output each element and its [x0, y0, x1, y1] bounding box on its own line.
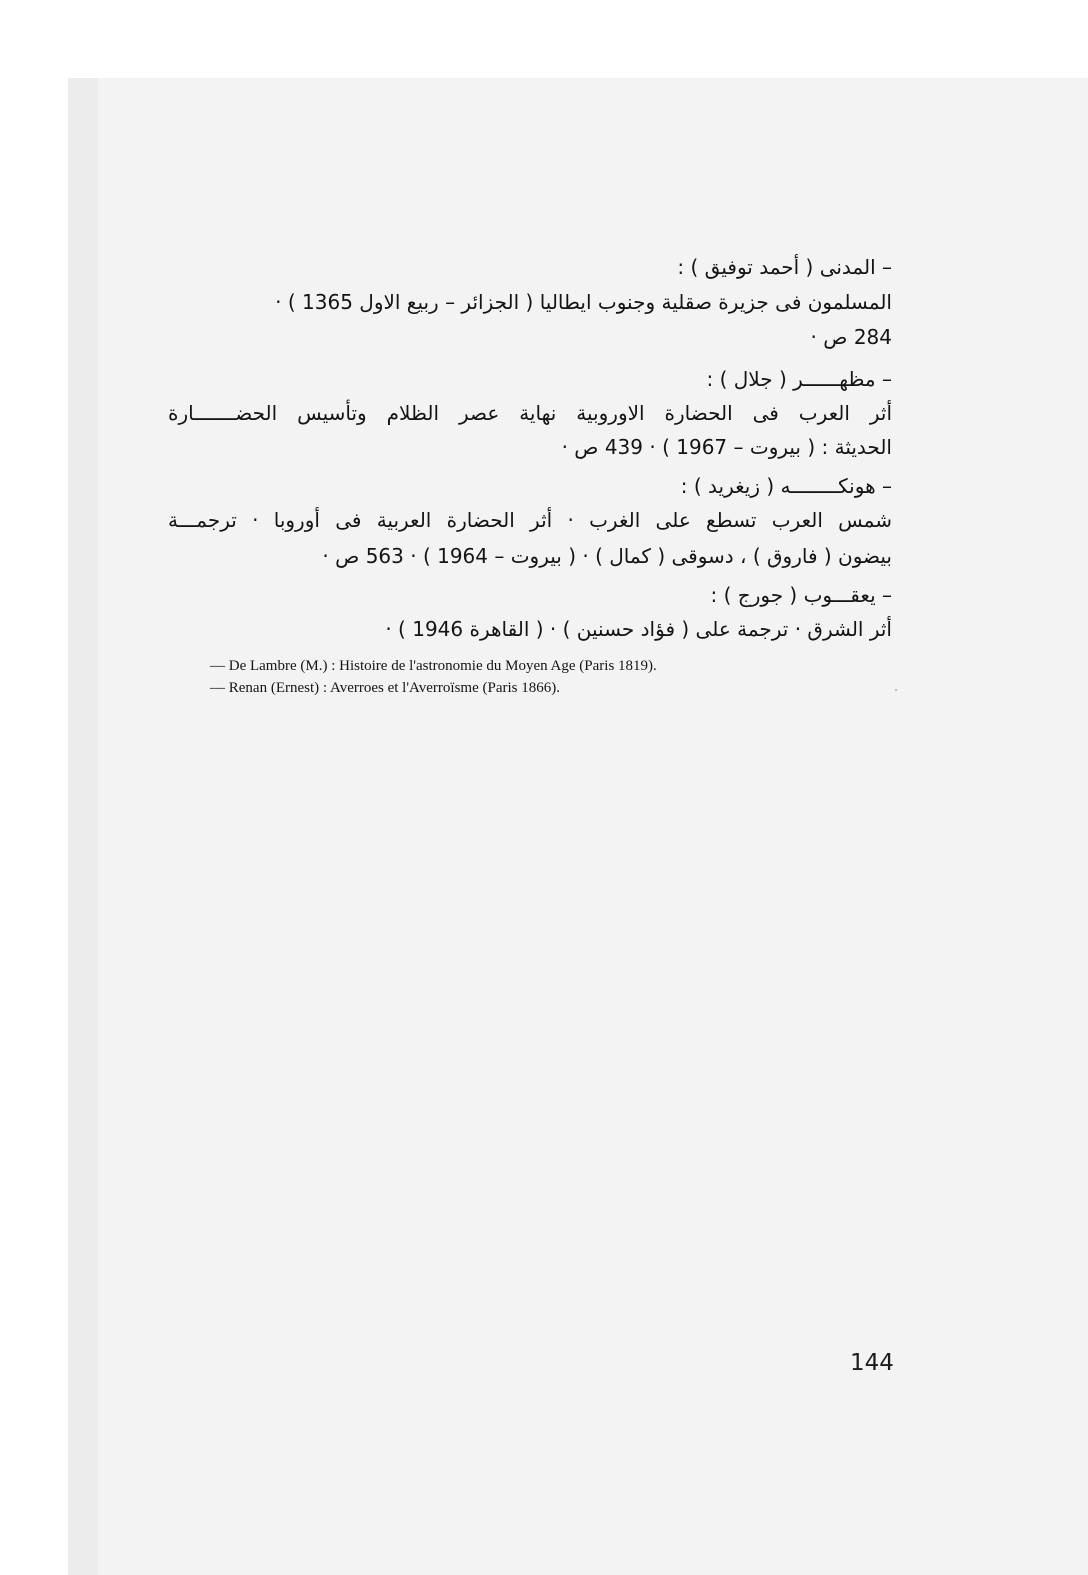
reference-title-yacoub: أثر الشرق · ترجمة على ( فؤاد حسنين ) · ( القاهرة 1946 ) ·	[385, 617, 892, 641]
reference-details-mazhar: الحديثة : ( بيروت – 1967 ) · 439 ص ·	[561, 435, 892, 459]
reference-renan: — Renan (Ernest) : Averroes et l'Averroïsme (Paris 1866).	[210, 680, 560, 696]
latin-bibliography	[210, 655, 850, 699]
reference-title-mazhar: أثر العرب فى الحضارة الاوروبية نهاية عصر الظلام وتأسيس الحضـــــــارة	[168, 401, 892, 425]
reference-title-madani: المسلمون فى جزيرة صقلية وجنوب ايطاليا ( الجزائر – ربيع الاول 1365 ) ·	[275, 290, 892, 314]
reference-details-hunke: بيضون ( فاروق ) ، دسوقى ( كمال ) · ( بيروت – 1964 ) · 563 ص ·	[322, 544, 892, 568]
scan-speck	[895, 689, 897, 691]
reference-title-hunke: شمس العرب تسطع على الغرب · أثر الحضارة العربية فى أوروبا · ترجمـــة	[168, 508, 892, 532]
page-shadow-edge	[68, 78, 98, 1575]
reference-author-hunke: – هونكــــــــه ( زيغريد ) :	[680, 474, 892, 498]
reference-pages-madani: 284 ص ·	[810, 325, 892, 349]
page-number: 144	[850, 1350, 894, 1376]
reference-author-mazhar: – مظهــــــر ( جلال ) :	[706, 367, 892, 391]
reference-de-lambre: — De Lambre (M.) : Histoire de l'astronomie du Moyen Age (Paris 1819).	[210, 658, 657, 674]
reference-author-yacoub: – يعقـــوب ( جورج ) :	[710, 583, 892, 607]
reference-author-madani: – المدنى ( أحمد توفيق ) :	[677, 255, 892, 279]
